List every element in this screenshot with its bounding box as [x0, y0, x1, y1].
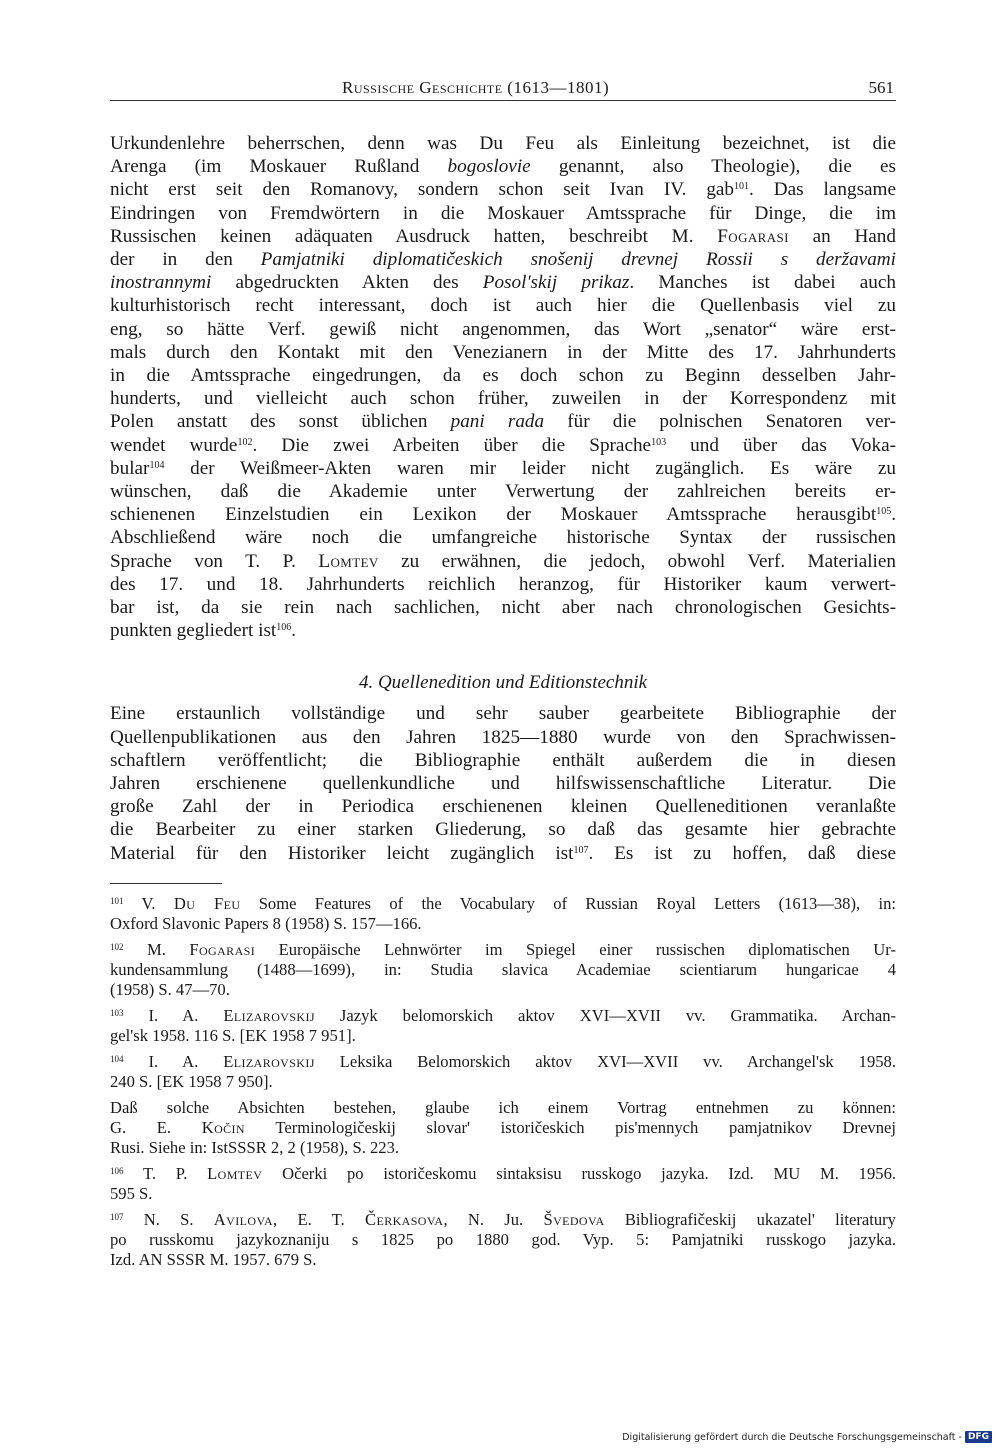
author-name: Du Feu [173, 893, 241, 913]
text-line: Urkundenlehre beherrschen, denn was Du Feu als Einleitung bezeichnet, ist die [110, 133, 896, 154]
text-run: wendet wurde [110, 434, 238, 456]
text-run: Sprache von T. P. [110, 550, 319, 572]
text-line: große Zahl der in Periodica erschienenen kleinen Quelleneditionen veranlaßte [110, 796, 896, 818]
footnote-rule [110, 883, 222, 884]
text-line: kulturhistorisch recht interessant, doch ist auch hier die Quellenbasis viel zu [110, 295, 896, 317]
text-line: die Bearbeiter zu einer starken Gliederung, so daß das gesamte hier gebrachte [110, 819, 896, 841]
dfg-logo: DFG [965, 1431, 992, 1443]
italic-term: inostrannymi [110, 272, 212, 294]
footnote-ref: 103 [651, 436, 667, 448]
text-run: . [291, 620, 297, 642]
text-run: M. [146, 939, 190, 959]
text-run: T. P. [142, 1163, 208, 1183]
footnote-ref: 102 [237, 436, 253, 448]
text-line: 240 S. [EK 1958 7 950]. [110, 1071, 273, 1091]
text-run: bular [110, 457, 150, 479]
text-line [110, 225, 896, 248]
text-line: (1958) S. 47—70. [110, 979, 230, 999]
text-line [110, 155, 896, 178]
text-run: , N. Ju. [443, 1209, 544, 1229]
footnote [110, 1052, 896, 1092]
text-run: abgedruckten Akten des [211, 272, 483, 294]
text-run: punkten gegliedert ist [110, 620, 277, 642]
text-line: Oxford Slavonic Papers 8 (1958) S. 157—166. [110, 913, 422, 933]
text-run: nicht erst seit den Romanovy, sondern schon seit Ivan IV. gab [110, 179, 735, 201]
text-run: I. A. [148, 1005, 224, 1025]
text-line: schaftlern veröffentlicht; die Bibliographie enthält außerdem die in diesen [110, 749, 896, 771]
text-run: Bibliografičeskij ukazatel' literatury [604, 1209, 896, 1229]
text-line [110, 550, 896, 573]
paragraph-2 [110, 702, 896, 864]
text-run: Terminologičeskij slovar' istoričeskich pis'mennych pamjatnikov Drevnej [245, 1117, 896, 1137]
text-line [110, 1210, 896, 1230]
text-run: . Das langsame [749, 179, 896, 201]
footnote-number: 102 [110, 941, 124, 952]
text-line [110, 940, 896, 960]
text-run: und über das Voka- [666, 434, 896, 456]
footnote-ref: 101 [734, 181, 750, 193]
text-run: Russischen keinen adäquaten Ausdruck hatten, beschreibt M. [110, 225, 718, 247]
text-run: . [891, 504, 896, 526]
footnote [110, 940, 896, 1000]
italic-term: bogoslovie [447, 156, 531, 178]
author-name: Fogarasi [717, 225, 789, 247]
text-line [110, 248, 896, 271]
text-line [110, 457, 896, 480]
footnote [110, 1210, 896, 1270]
footnote-ref: 107 [573, 844, 589, 856]
text-run: an Hand [788, 225, 896, 247]
text-line: eng, so hätte Verf. gewiß nicht angenommen, das Wort „senator“ wäre erst- [110, 318, 896, 340]
text-line: po russkomu jazykoznaniju s 1825 po 1880 god. Vyp. 5: Pamjatniki russkogo jazyka. [110, 1229, 896, 1249]
author-name: Elizarovskij [223, 1051, 315, 1071]
text-run: . Die zwei Arbeiten über die Sprache [252, 434, 652, 456]
footnote-ref: 106 [276, 622, 292, 634]
text-run: I. A. [148, 1051, 224, 1071]
text-line [110, 410, 896, 433]
footnote-number: 106 [110, 1165, 124, 1176]
text-line [110, 178, 896, 201]
author-name: Elizarovskij [223, 1005, 315, 1025]
running-title: Russische Geschichte (1613—1801) [342, 78, 610, 97]
paragraph-1 [110, 132, 896, 642]
text-run: Material für den Historiker leicht zugänglich ist [110, 842, 574, 864]
text-run: Polen anstatt des sonst üblichen [110, 411, 451, 433]
text-run: Europäische Lehnwörter im Spiegel einer russischen diplomatischen Ur- [255, 939, 896, 959]
text-run: Očerki po istoričeskomu sintaksisu russkogo jazyka. Izd. MU M. 1956. [262, 1163, 897, 1183]
text-line: in die Amtssprache eingedrungen, da es doch schon zu Beginn desselben Jahr- [110, 365, 896, 387]
text-line [110, 1052, 896, 1072]
author-name: Lomtev [318, 550, 379, 572]
author-name: Lomtev [207, 1163, 263, 1183]
text-run: . Es ist zu hoffen, daß diese [588, 842, 896, 864]
text-run: schienenen Einzelstudien ein Lexikon der Moskauer Amtssprache herausgibt [110, 504, 877, 526]
footnote-number: 103 [110, 1007, 124, 1018]
italic-term: Posol'skij prikaz [482, 272, 630, 294]
text-line: Eindringen von Fremdwörtern in die Moskauer Amtssprache für Dinge, die im [110, 202, 896, 224]
page [110, 74, 896, 1276]
text-line: hunderts, und vielleicht auch schon früher, zuweilen in der Korrespondenz mit [110, 388, 896, 410]
text-line: Daß solche Absichten bestehen, glaube ich einem Vortrag entnehmen zu können: [110, 1097, 896, 1117]
section-heading: 4. Quellenedition und Editionstechnik [358, 672, 648, 694]
author-name: Švedova [543, 1209, 605, 1229]
text-line: Izd. AN SSSR M. 1957. 679 S. [110, 1249, 317, 1269]
text-line: gel'sk 1958. 116 S. [EK 1958 7 951]. [110, 1025, 356, 1045]
footnote [110, 1006, 896, 1046]
running-head [110, 74, 896, 102]
footnote-ref: 104 [149, 459, 165, 471]
author-name: Avilova [213, 1209, 274, 1229]
text-line [110, 894, 896, 914]
text-run: für die polnischen Senatoren ver- [544, 411, 896, 433]
text-line: des 17. und 18. Jahrhunderts reichlich heranzog, für Historiker kaum verwert- [110, 573, 896, 595]
footnote-number: 101 [110, 895, 124, 906]
page-number: 561 [868, 78, 894, 97]
text-line: bar ist, da sie rein nach sachlichen, nicht aber nach chronologischen Gesichts- [110, 597, 896, 619]
text-run: der Weißmeer-Akten waren mir leider nicht zugänglich. Es wäre zu [164, 457, 896, 479]
text-line: Jahren erschienene quellenkundliche und hilfswissenschaftliche Literatur. Die [110, 773, 896, 795]
credit-text: Digitalisierung gefördert durch die Deutsche Forschungsgemeinschaft - [622, 1431, 962, 1443]
text-line: Eine erstaunlich vollständige und sehr sauber gearbeitete Bibliographie der [110, 703, 896, 725]
footnote-number: 107 [110, 1211, 124, 1222]
footnote [110, 1164, 896, 1204]
text-run: Jazyk belomorskich aktov XVI—XVII vv. Grammatika. Archan- [314, 1005, 897, 1025]
italic-term: Pamjatniki diplomatičeskich snošenij drevnej Rossii s deržavami [260, 249, 896, 271]
text-line: 595 S. [110, 1183, 153, 1203]
text-run: N. S. [143, 1209, 214, 1229]
text-run: genannt, also Theologie), die es [530, 156, 896, 178]
dfg-credit [622, 1431, 992, 1443]
author-name: Čerkasova [365, 1209, 444, 1229]
text-run: der in den [110, 249, 261, 271]
text-run: V. [141, 893, 174, 913]
text-line [110, 503, 896, 526]
footnote [110, 1098, 896, 1158]
text-line [110, 842, 896, 865]
text-line [110, 271, 896, 294]
text-run: Leksika Belomorskich aktov XVI—XVII vv. Archangel'sk 1958. [314, 1051, 896, 1071]
text-line [110, 1006, 896, 1026]
text-line: kundensammlung (1488—1699), in: Studia slavica Academiae scientiarum hungaricae 4 [110, 959, 896, 979]
text-line: Rusi. Siehe in: IstSSSR 2, 2 (1958), S. 223. [110, 1137, 400, 1157]
text-line [110, 619, 896, 642]
text-line: wünschen, daß die Akademie unter Verwertung der zahlreichen bereits er- [110, 481, 896, 503]
text-run: , E. T. [273, 1209, 365, 1229]
italic-term: pani rada [450, 411, 545, 433]
footnotes [110, 894, 896, 1270]
text-run: Some Features of the Vocabulary of Russian Royal Letters (1613—38), in: [240, 893, 896, 913]
text-run: Arenga (im Moskauer Rußland [110, 156, 448, 178]
text-line: mals durch den Kontakt mit den Venezianern in der Mitte des 17. Jahrhunderts [110, 341, 896, 363]
text-line [110, 434, 896, 457]
author-name: Kočin [201, 1117, 246, 1137]
footnote-number: 104 [110, 1053, 124, 1064]
footnote-ref: 105 [876, 506, 892, 518]
text-run: . Manches ist dabei auch [629, 272, 896, 294]
text-run: G. E. [110, 1117, 202, 1137]
text-line [110, 1118, 896, 1138]
header-rule [110, 100, 896, 101]
footnote [110, 894, 896, 934]
text-line: Abschließend wäre noch die umfangreiche historische Syntax der russischen [110, 527, 896, 549]
text-line [110, 1164, 896, 1184]
text-line: Quellenpublikationen aus den Jahren 1825—1880 wurde von den Sprachwissen- [110, 726, 896, 748]
author-name: Fogarasi [189, 939, 256, 959]
text-run: zu erwähnen, die jedoch, obwohl Verf. Materialien [378, 550, 896, 572]
